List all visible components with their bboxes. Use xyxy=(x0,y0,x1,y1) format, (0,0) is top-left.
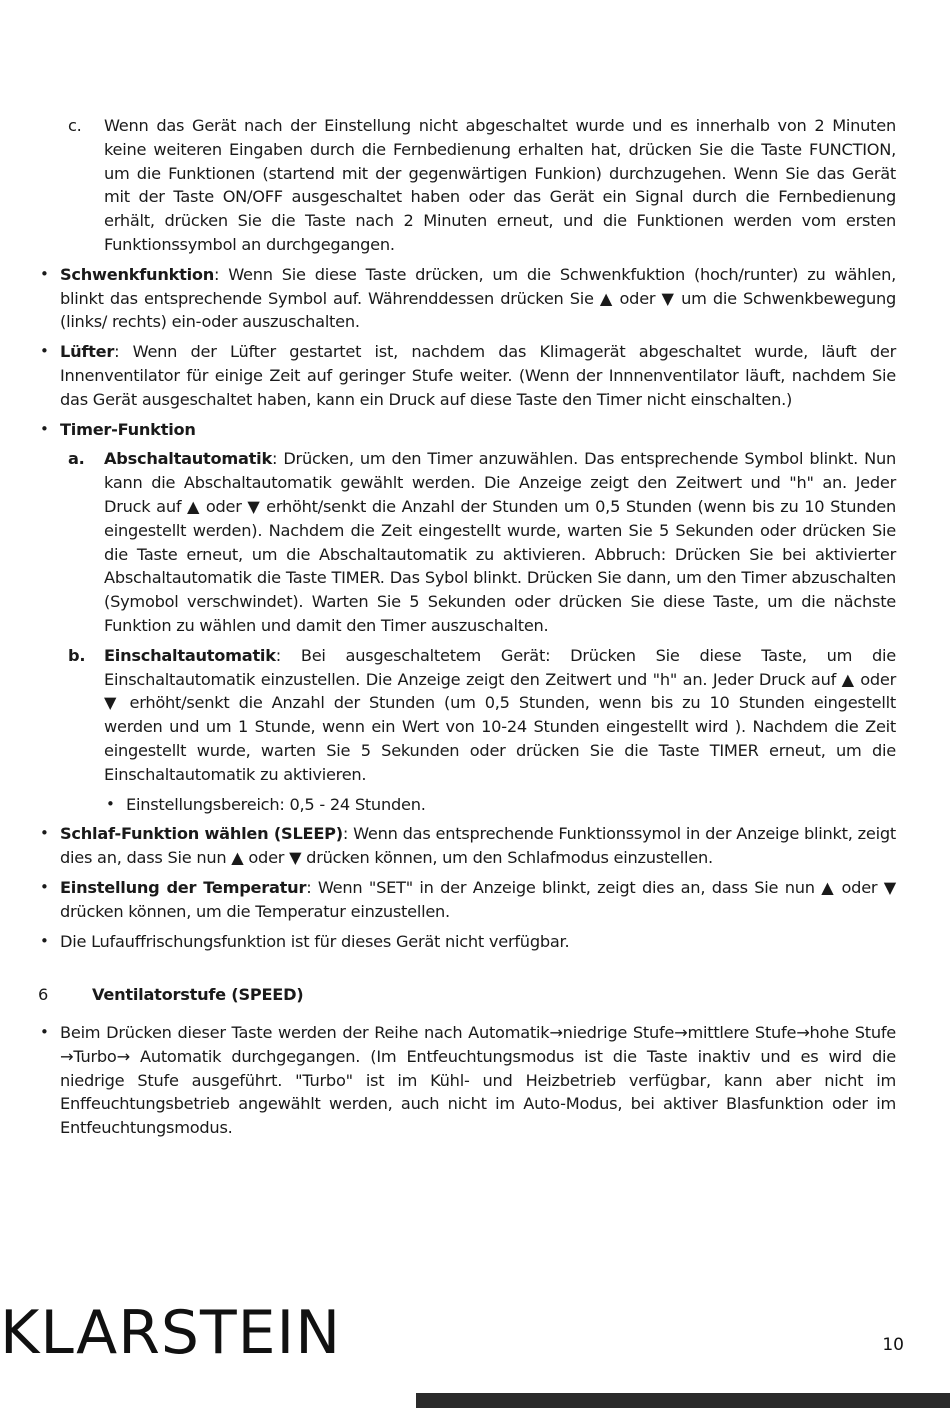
bullet-timer xyxy=(38,418,896,442)
bullet-icon: • xyxy=(40,877,49,896)
list-item-c xyxy=(68,114,896,257)
bullet-speed xyxy=(38,1021,896,1140)
swing-text: : Wenn Sie diese Taste drücken, um die Schwenkfuktion (hoch/runter) zu wählen, blinkt das entsprechende Symbol auf. Währenddessen drücken Sie ▲ oder ▼ um die Schwenkbewegung (links/ rechts) ein-oder auszuschalten. xyxy=(60,264,896,332)
timer-b-label: Einschaltautomatik xyxy=(104,645,276,665)
section-number: 6 xyxy=(38,985,49,1005)
page-number: 10 xyxy=(882,1335,904,1355)
temperature-text: : Wenn "SET" in der Anzeige blinkt, zeigt dies an, dass Sie nun ▲ oder ▼ drücken können, um die Temperatur einzustellen. xyxy=(60,877,896,921)
air-refresh-text: Die Lufauffrischungsfunktion ist für dieses Gerät nicht verfügbar. xyxy=(60,931,570,951)
timer-range-text: Einstellungsbereich: 0,5 - 24 Stunden. xyxy=(126,794,426,814)
bullet-sleep xyxy=(38,822,896,870)
swing-label: Schwenkfunktion xyxy=(60,264,215,284)
temperature-label: Einstellung der Temperatur xyxy=(60,877,307,897)
timer-range xyxy=(104,793,896,817)
list-item-text: Wenn das Gerät nach der Einstellung nicht abgeschaltet wurde und es innerhalb von 2 Minuten keine weiteren Eingaben durch die Fernbedienung erhalten hat, drücken Sie die Taste FUNCTION, um die Funktionen (startend mit der gegenwärtigen Funkion) durchzugehen. Wenn Sie das Gerät mit der Taste ON/OFF ausgeschaltet haben oder das Gerät ein Signal durch die Fernbedienung erhält, drücken Sie die Taste nach 2 Minuten erneut, und die Funktionen werden vom ersten Funktionssymbol an durchgegangen. xyxy=(104,116,896,254)
sleep-label: Schlaf-Funktion wählen (SLEEP) xyxy=(60,824,343,844)
speed-text: Beim Drücken dieser Taste werden der Reihe nach Automatik→niedrige Stufe→mittlere Stufe→hohe Stufe →Turbo→ Automatik durchgegangen. (Im Entfeuchtungsmodus ist die Taste inaktiv und es wird die niedrige Stufe ausgeführt. "Turbo" ist im Kühl- und Heizbetrieb verfügbar, kann aber nicht im Enffeuchtungsbetrieb angewählt werden, auch nicht im Auto-Modus, bei aktiver Blasfunktion oder im Entfeuchtungsmodus. xyxy=(60,1023,896,1138)
list-marker: b. xyxy=(68,645,86,665)
brand-logo: KLARSTEIN xyxy=(0,1298,342,1368)
timer-b-text: : Bei ausgeschaltetem Gerät: Drücken Sie diese Taste, um die Einschaltautomatik einzustellen. Die Anzeige zeigt den Zeitwert und "h" an. Jeder Druck auf ▲ oder ▼ erhöht/senkt die Anzahl der Stunden (um 0,5 Stunden, wenn bis zu 10 Stunden eingestellt werden und um 1 Stunde, wenn ein Wert von 10-24 Stunden eingestellt wird ). Nachdem die Zeit eingestellt wurde, warten Sie 5 Sekunden oder drücken Sie die Taste TIMER erneut, um die Einschaltautomatik zu aktivieren. xyxy=(104,645,896,784)
bullet-air-refresh xyxy=(38,930,896,954)
bullet-icon: • xyxy=(106,794,115,813)
bullet-swing xyxy=(38,263,896,334)
footer-bar xyxy=(416,1393,950,1408)
timer-item-b xyxy=(68,644,896,787)
list-marker: c. xyxy=(68,116,82,135)
section-heading xyxy=(38,983,896,1007)
bullet-icon: • xyxy=(40,342,49,361)
timer-item-a xyxy=(68,447,896,637)
section-title: Ventilatorstufe (SPEED) xyxy=(92,985,304,1005)
fan-label: Lüfter xyxy=(60,342,115,362)
timer-a-text: : Drücken, um den Timer anzuwählen. Das entsprechende Symbol blinkt. Nun kann die Abschaltautomatik gewählt werden. Die Anzeige zeigt den Zeitwert und "h" an. Jeder Druck auf ▲ oder ▼ erhöht/senkt die Anzahl der Stunden um 0,5 Stunden (wenn bis zu 10 Stunden eingestellt werden). Nachdem die Zeit eingestellt wurde, warten Sie 5 Sekunden oder drücken Sie die Taste erneut, um die Abschaltautomatik zu aktivieren. Abbruch: Drücken Sie bei aktivierter Abschaltautomatik die Taste TIMER. Das Sybol blinkt. Drücken Sie dann, um den Timer abzuschalten (Symobol verschwindet). Warten Sie 5 Sekunden oder drücken Sie diese Taste, um die nächste Funktion zu wählen und damit den Timer auszuschalten. xyxy=(104,449,896,635)
bullet-fan xyxy=(38,340,896,411)
bullet-icon: • xyxy=(40,264,49,283)
fan-text: : Wenn der Lüfter gestartet ist, nachdem das Klimagerät abgeschaltet wurde, läuft der Innenventilator für einige Zeit auf geringer Stufe weiter. (Wenn der Innnenventilator läuft, nachdem Sie das Gerät ausgeschaltet haben, kann ein Druck auf diese Taste den Timer nicht einschalten.) xyxy=(60,342,896,409)
manual-content xyxy=(38,114,896,1146)
sleep-text: : Wenn das entsprechende Funktionssymol in der Anzeige blinkt, zeigt dies an, dass Sie nun ▲ oder ▼ drücken können, um den Schlafmodus einzustellen. xyxy=(60,824,896,868)
bullet-icon: • xyxy=(40,1023,49,1042)
bullet-temperature xyxy=(38,876,896,924)
bullet-icon: • xyxy=(40,931,49,950)
timer-label: Timer-Funktion xyxy=(60,419,196,439)
timer-a-label: Abschaltautomatik xyxy=(104,449,272,469)
list-marker: a. xyxy=(68,449,85,469)
bullet-icon: • xyxy=(40,419,49,438)
bullet-icon: • xyxy=(40,824,49,843)
